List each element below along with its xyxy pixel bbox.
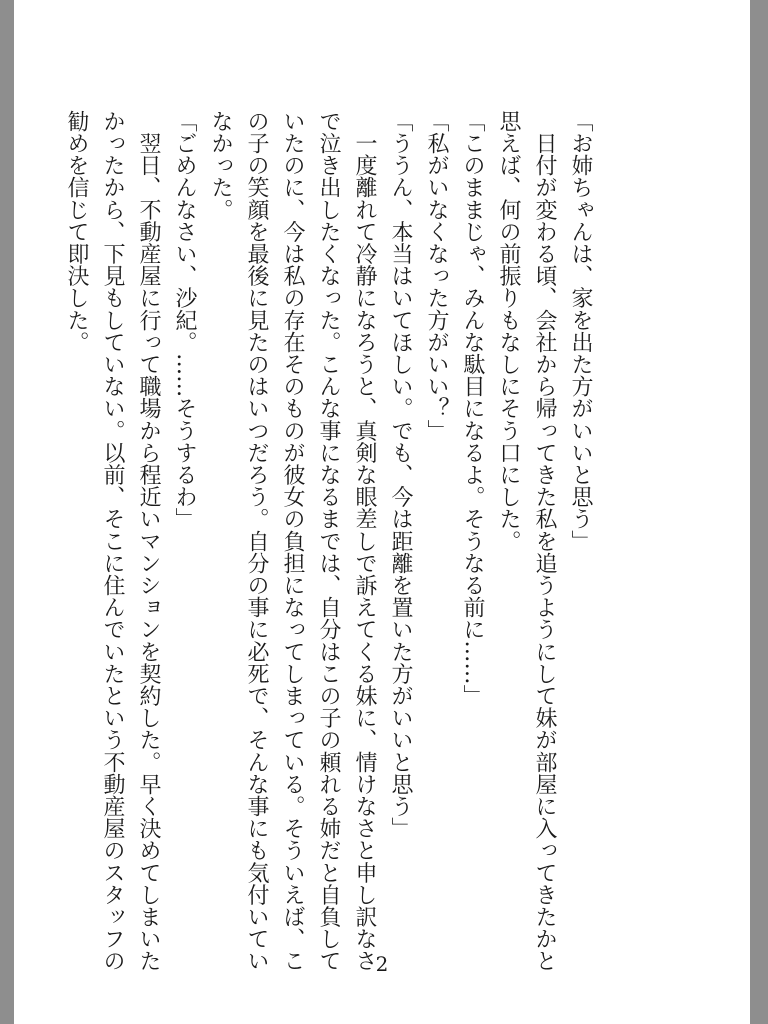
vertical-text-block — [58, 110, 598, 972]
text-line: 日付が変わる頃、会社から帰ってきた私を追うようにして妹が部屋に入ってきたかと — [532, 110, 557, 972]
text-line: 勧めを信じて即決した。 — [64, 110, 89, 354]
text-line: なかった。 — [208, 110, 233, 221]
text-line: 翌日、不動産屋に行って職場から程近いマンションを契約した。早く決めてしまいた — [136, 110, 161, 972]
text-line: 一度離れて冷静になろうと、真剣な眼差しで訴えてくる妹に、情けなさと申し訳なさ — [352, 110, 377, 972]
text-line: の子の笑顔を最後に見たのはいつだろう。自分の事に必死で、そんな事にも気付いてい — [244, 110, 269, 972]
text-line: 「このままじゃ、みんな駄目になるよ。そうなる前に……」 — [460, 110, 485, 707]
page-number: 2 — [375, 952, 389, 976]
text-line: かったから、下見もしていない。以前、そこに住んでいたという不動産屋のスタッフの — [100, 110, 125, 972]
book-page — [14, 0, 750, 1024]
text-line: 「ごめんなさい、沙紀。……そうするわ」 — [172, 110, 197, 530]
text-line: いたのに、今は私の存在そのものが彼女の負担になってしまっている。そういえば、こ — [280, 110, 305, 972]
text-line: 思えば、何の前振りもなしにそう口にした。 — [496, 110, 521, 552]
text-line: 「ううん、本当はいてほしい。でも、今は距離を置いた方がいいと思う」 — [388, 110, 413, 840]
text-line: で泣き出したくなった。こんな事になるまでは、自分はこの子の頼れる姉だと自負して — [316, 110, 341, 972]
text-line: 「私がいなくなった方がいい？」 — [424, 110, 449, 442]
text-line: 「お姉ちゃんは、家を出た方がいいと思う」 — [568, 110, 593, 552]
